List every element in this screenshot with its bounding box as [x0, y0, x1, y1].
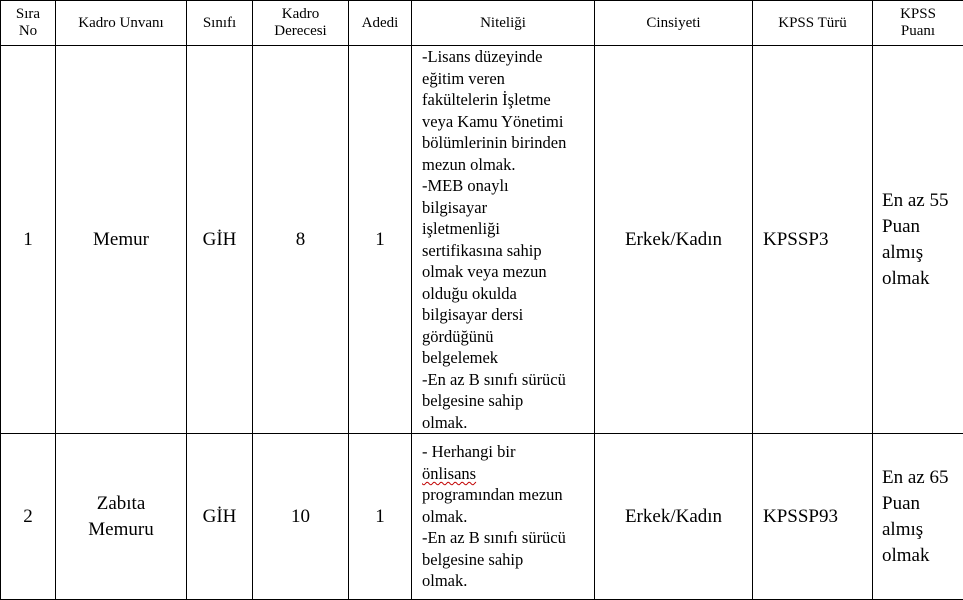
niteligi-line: belgesine sahip — [422, 391, 524, 410]
niteligi-line: bilgisayar — [422, 197, 488, 217]
cell-kadro-unvani — [56, 434, 187, 600]
kpss-puani-line: Puan — [882, 215, 920, 237]
cell-kpss-puani — [873, 46, 963, 434]
header-sira-no-line-1: Sıra — [15, 6, 41, 22]
kpss-puani-line: olmak — [882, 267, 930, 289]
niteligi-line: eğitim veren — [422, 68, 505, 88]
niteligi-line: -En az B sınıfı sürücü — [422, 528, 566, 548]
header-sinifi: Sınıfı — [187, 1, 253, 46]
niteligi-line: -MEB onaylı — [422, 176, 509, 195]
niteligi-line: veya Kamu Yönetimi — [422, 111, 564, 131]
cell-kadro-derecesi: 8 — [253, 46, 349, 434]
niteligi-line: -En az B sınıfı sürücü — [422, 369, 566, 389]
cell-kpss-turu: KPSSP93 — [753, 434, 873, 600]
header-sira-no — [1, 1, 56, 46]
kpss-puani-line: almış — [882, 241, 924, 263]
header-cinsiyeti: Cinsiyeti — [595, 1, 753, 46]
cell-sinifi: GİH — [187, 46, 253, 434]
kpss-puani-line: En az 65 — [882, 466, 949, 488]
spellcheck-underlined-word: önlisans — [422, 463, 477, 483]
niteligi-line: olmak veya mezun — [422, 262, 547, 281]
cell-kadro-derecesi: 10 — [253, 434, 349, 600]
cell-cinsiyeti: Erkek/Kadın — [595, 46, 753, 434]
niteligi-line-spellcheck — [422, 463, 590, 485]
kpss-puani-line: Puan — [882, 492, 920, 514]
kpss-puani-line: almış — [882, 518, 924, 540]
header-kpss-puani-line-2: Puanı — [900, 23, 936, 39]
niteligi-line: işletmenliği — [422, 219, 500, 238]
cell-kadro-unvani — [56, 46, 187, 434]
table-row — [1, 46, 963, 434]
niteligi-line: olmak. — [422, 412, 468, 432]
header-sira-no-line-2: No — [18, 23, 38, 39]
cell-kpss-turu: KPSSP3 — [753, 46, 873, 434]
cell-niteligi — [412, 434, 595, 600]
niteligi-line: sertifikasına sahip — [422, 240, 542, 260]
niteligi-line: -Lisans düzeyinde — [422, 47, 543, 66]
header-kadro-derecesi-line-1: Kadro — [281, 6, 320, 22]
cell-adedi: 1 — [349, 434, 412, 600]
cell-cinsiyeti: Erkek/Kadın — [595, 434, 753, 600]
niteligi-line: olmak. — [422, 571, 468, 591]
header-kpss-turu: KPSS Türü — [753, 1, 873, 46]
header-kadro-derecesi-line-2: Derecesi — [274, 23, 327, 39]
niteligi-line: bilgisayar dersi — [422, 305, 524, 324]
niteligi-line: mezun olmak. — [422, 154, 516, 174]
niteligi-line: bölümlerinin birinden — [422, 133, 567, 152]
niteligi-line: fakültelerin İşletme — [422, 90, 551, 109]
kadro-unvani-line: Memur — [93, 228, 149, 250]
header-niteligi: Niteliği — [412, 1, 595, 46]
niteligi-line: olmak. — [422, 506, 468, 526]
cell-kpss-puani — [873, 434, 963, 600]
header-kpss-puani — [873, 1, 963, 46]
niteligi-line: olduğu okulda — [422, 283, 517, 303]
cell-sinifi: GİH — [187, 434, 253, 600]
header-kadro-unvani: Kadro Unvanı — [56, 1, 187, 46]
header-adedi: Adedi — [349, 1, 412, 46]
kadro-unvani-line: Memuru — [88, 518, 154, 540]
kadro-unvani-line: Zabıta — [96, 492, 146, 514]
niteligi-line: belgelemek — [422, 348, 499, 367]
niteligi-line: belgesine sahip — [422, 549, 524, 569]
cell-adedi: 1 — [349, 46, 412, 434]
niteligi-line: gördüğünü — [422, 326, 494, 346]
header-kadro-derecesi — [253, 1, 349, 46]
cell-sira-no: 1 — [1, 46, 56, 434]
niteligi-line: programından mezun — [422, 485, 563, 505]
niteligi-line: - Herhangi bir — [422, 442, 516, 462]
cell-niteligi — [412, 46, 595, 434]
table-row — [1, 434, 963, 600]
header-kpss-puani-line-1: KPSS — [900, 6, 936, 22]
kpss-puani-line: olmak — [882, 544, 930, 566]
header-row — [1, 1, 963, 46]
kpss-puani-line: En az 55 — [882, 189, 949, 211]
cell-sira-no: 2 — [1, 434, 56, 600]
